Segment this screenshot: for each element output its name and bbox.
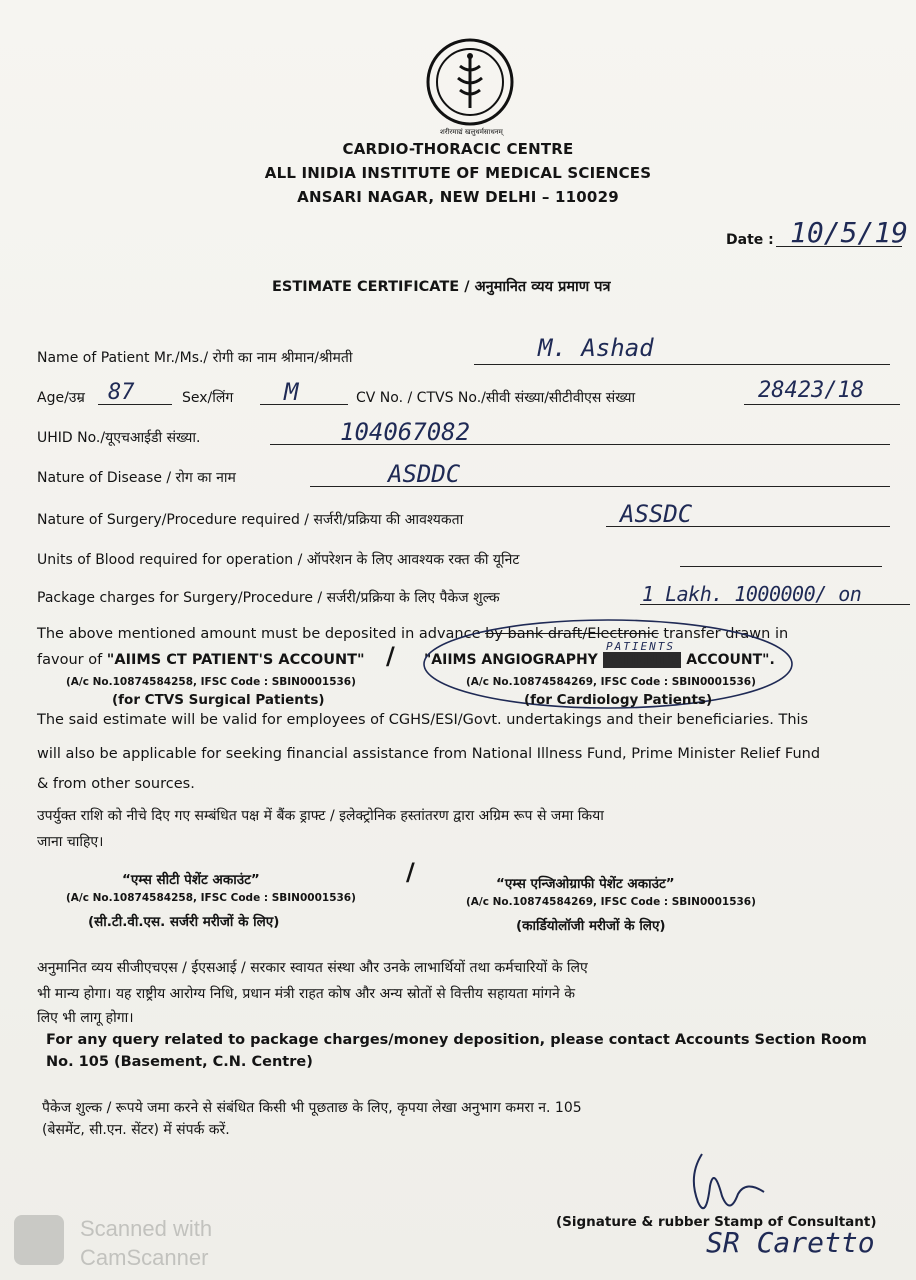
hindi-validity-line-2: भी मान्य होगा। यह राष्ट्रीय आरोग्य निधि, प्रधान मंत्री राहत कोष और अन्य स्रोतों से वित्तीय सहायता मांगने के [37, 986, 576, 1002]
date-value: 10/5/19 [790, 216, 909, 249]
uhid-label: UHID No./यूएचआईडी संख्या. [37, 430, 201, 446]
uhid-value: 104067082 [340, 418, 471, 446]
name-value: M. Ashad [538, 334, 654, 362]
hindi-ct-account-for: (सी.टी.वी.एस. सर्जरी मरीजों के लिए) [88, 914, 280, 930]
blood-label: Units of Blood required for operation / ऑपरेशन के लिए आवश्यक रक्त की यूनिट [37, 552, 520, 568]
redacted-word: PATIENT'S [602, 652, 682, 668]
hindi-validity-line-3: लिए भी लागू होगा। [37, 1010, 134, 1026]
cv-label: CV No. / CTVS No./सीवी संख्या/सीटीवीएस संख्या [356, 390, 636, 406]
surgery-value: ASSDC [620, 500, 693, 528]
header-institute: ALL INIDIA INSTITUTE OF MEDICAL SCIENCES [264, 164, 652, 182]
camscanner-logo-icon [14, 1215, 64, 1265]
header-address: ANSARI NAGAR, NEW DELHI – 110029 [297, 188, 619, 206]
cv-value: 28423/18 [758, 378, 864, 403]
hindi-angio-account-for: (कार्डियोलॉजी मरीजों के लिए) [516, 918, 666, 934]
favour-line: favour of "AIIMS CT PATIENT'S ACCOUNT" [37, 652, 365, 668]
hindi-validity-line-1: अनुमानित व्यय सीजीएचएस / ईएसआई / सरकार स्वायत संस्था और उनके लाभार्थियों तथा कर्मचारियों के लिए [37, 960, 588, 976]
hindi-angio-account-name: “एम्स एन्जिओग्राफी पेशेंट अकाउंट” [496, 876, 675, 892]
query-line-2: No. 105 (Basement, C.N. Centre) [46, 1054, 313, 1070]
ct-account-details: (A/c No.10874584258, IFSC Code : SBIN0001536) [66, 676, 356, 688]
logo-caption: शरीरमाद्यं खलुधर्मसाधनम् [440, 128, 503, 136]
handwritten-patients: PATIENTS [606, 640, 675, 653]
certificate-title: ESTIMATE CERTIFICATE / अनुमानित व्यय प्रमाण पत्र [272, 279, 611, 295]
header-centre: CARDIO-THORACIC CENTRE [342, 140, 574, 158]
sex-label: Sex/लिंग [182, 390, 234, 406]
hindi-deposit-line-2: जाना चाहिए। [37, 834, 104, 850]
ct-account-name: "AIIMS CT PATIENT'S ACCOUNT" [106, 652, 365, 668]
hindi-ct-account-details: (A/c No.10874584258, IFSC Code : SBIN0001536) [66, 892, 356, 904]
scanner-watermark: Scanned with CamScanner [80, 1216, 213, 1270]
deposit-instruction: The above mentioned amount must be deposited in advance by bank draft/Electronic transfer drawn in [37, 626, 789, 642]
disease-value: ASDDC [388, 460, 461, 488]
package-value: 1 Lakh. 1000000/ on [642, 582, 862, 606]
sex-value: M [284, 378, 299, 406]
validity-line-1: The said estimate will be valid for employees of CGHS/ESI/Govt. undertakings and their beneficiaries. This [37, 712, 809, 728]
validity-line-2: will also be applicable for seeking financial assistance from National Illness Fund, Prime Minister Relief Fund [37, 746, 821, 762]
angio-account-for: (for Cardiology Patients) [524, 692, 713, 708]
account-separator: / [386, 642, 395, 670]
signature-handwritten: SR Caretto [706, 1226, 875, 1259]
signature-label: (Signature & rubber Stamp of Consultant) [556, 1214, 877, 1230]
age-value: 87 [108, 380, 135, 405]
aiims-emblem-icon [426, 38, 514, 126]
disease-label: Nature of Disease / रोग का नाम [37, 470, 236, 486]
hindi-angio-account-details: (A/c No.10874584269, IFSC Code : SBIN0001536) [466, 896, 756, 908]
hindi-ct-account-name: “एम्स सीटी पेशेंट अकाउंट” [122, 872, 260, 888]
age-label: Age/उम्र [37, 390, 85, 406]
hindi-deposit-line-1: उपर्युक्त राशि को नीचे दिए गए सम्बंधित पक्ष में बैंक ड्राफ्ट / इलेक्ट्रोनिक हस्तांतरण द्वारा अग्रिम रूप से जमा किया [37, 808, 604, 824]
hindi-query-line-2: (बेसमेंट, सी.एन. सेंटर) में संपर्क करें. [42, 1122, 230, 1138]
hindi-account-separator: / [406, 858, 415, 886]
surgery-label: Nature of Surgery/Procedure required / सर्जरी/प्रक्रिया की आवश्यकता [37, 512, 464, 528]
angio-account-details: (A/c No.10874584269, IFSC Code : SBIN0001536) [466, 676, 756, 688]
ct-account-for: (for CTVS Surgical Patients) [112, 692, 325, 708]
query-line-1: For any query related to package charges/money deposition, please contact Accounts Section Room [46, 1032, 867, 1048]
package-label: Package charges for Surgery/Procedure / सर्जरी/प्रक्रिया के लिए पैकेज शुल्क [37, 590, 500, 606]
date-label: Date : [726, 232, 774, 248]
angiography-account-name: "AIIMS ANGIOGRAPHY PATIENT'S ACCOUNT". [424, 652, 775, 668]
hindi-query-line-1: पैकेज शुल्क / रूपये जमा करने से संबंधित किसी भी पूछताछ के लिए, कृपया लेखा अनुभाग कमरा न. 105 [42, 1100, 582, 1116]
name-label: Name of Patient Mr./Ms./ रोगी का नाम श्रीमान/श्रीमती [37, 350, 353, 366]
validity-line-3: & from other sources. [37, 776, 195, 792]
